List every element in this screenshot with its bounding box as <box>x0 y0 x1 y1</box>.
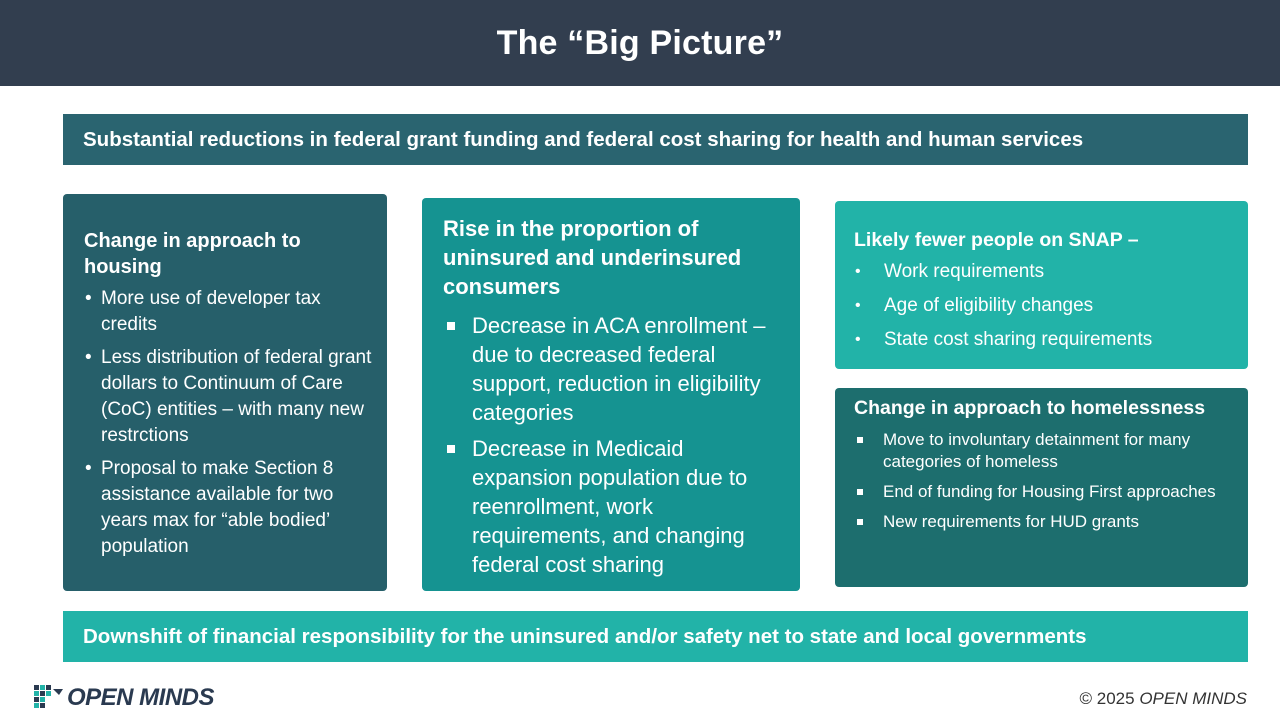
snap-box <box>835 201 1248 369</box>
uninsured-title: Rise in the proportion of uninsured and underinsured consumers <box>443 216 742 299</box>
open-minds-logo <box>34 683 214 713</box>
logo-text: OPEN MINDS <box>67 684 215 711</box>
list-item: • State cost sharing requirements <box>854 327 1234 353</box>
list-item: New requirements for HUD grants <box>854 511 1234 533</box>
uninsured-list <box>443 311 786 579</box>
list-item: Decrease in Medicaid expansion population due to reenrollment, work requirements, and changing federal cost sharing <box>443 434 786 579</box>
homelessness-title: Change in approach to homelessness <box>854 397 1206 419</box>
homelessness-box <box>835 388 1248 587</box>
bottom-banner: Downshift of financial responsibility for the uninsured and/or safety net to state and local governments <box>63 611 1248 662</box>
list-item: • Proposal to make Section 8 assistance available for two years max for “able bodied’ population <box>84 456 373 560</box>
copyright-brand: OPEN MINDS <box>1139 689 1247 708</box>
list-item: • Less distribution of federal grant dollars to Continuum of Care (CoC) entities – with many new restrctions <box>84 345 373 449</box>
snap-title: Likely fewer people on SNAP – <box>854 229 1139 251</box>
housing-box <box>63 194 387 591</box>
snap-list <box>854 259 1234 353</box>
slide-title: The “Big Picture” <box>496 23 784 62</box>
list-item: • Work requirements <box>854 259 1234 285</box>
list-item: Decrease in ACA enrollment – due to decreased federal support, reduction in eligibility categories <box>443 311 786 427</box>
copyright-prefix: © 2025 <box>1079 689 1140 708</box>
housing-title: Change in approach to housing <box>84 230 301 278</box>
top-banner: Substantial reductions in federal grant funding and federal cost sharing for health and human services <box>63 114 1248 165</box>
list-item: • Age of eligibility changes <box>854 293 1234 319</box>
uninsured-box <box>422 198 800 591</box>
slide-header <box>0 0 1280 86</box>
open-minds-logo-icon <box>34 685 64 711</box>
housing-list <box>84 286 373 560</box>
list-item: Move to involuntary detainment for many categories of homeless <box>854 429 1234 473</box>
list-item: • More use of developer tax credits <box>84 286 373 338</box>
homelessness-list <box>854 429 1234 533</box>
copyright-notice <box>1080 689 1247 709</box>
list-item: End of funding for Housing First approaches <box>854 481 1234 503</box>
